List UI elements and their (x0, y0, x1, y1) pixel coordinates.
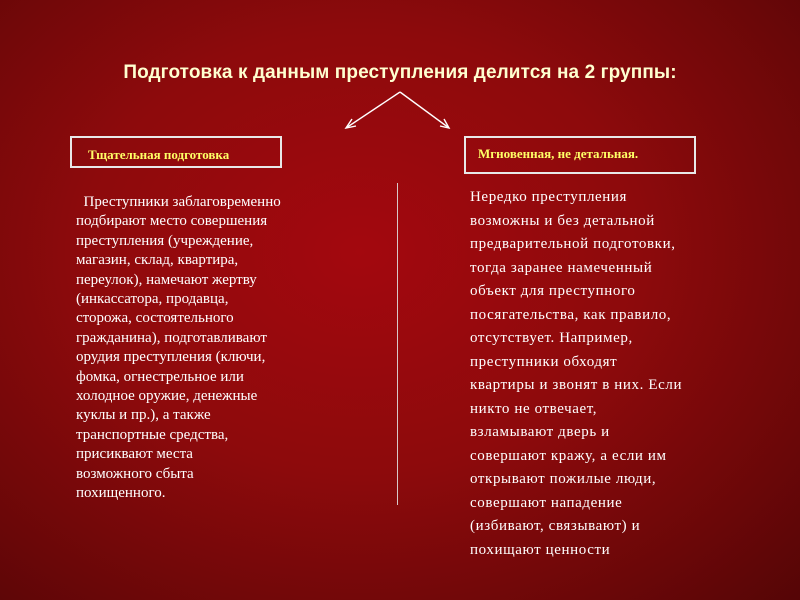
text-line: похищенного. (76, 485, 166, 502)
column-divider (397, 183, 398, 505)
left-column-text (76, 193, 376, 504)
text-line: объект для преступного (470, 283, 636, 299)
text-line: орудия преступления (ключи, (76, 349, 266, 366)
text-line: транспортные средства, (76, 426, 229, 443)
arrow-left (346, 92, 400, 128)
text-line: возможны и без детальной (470, 212, 655, 229)
text-line: взламывают дверь и (470, 424, 610, 440)
text-line: никто не отвечает, (470, 400, 598, 417)
text-line: открывают пожилые люди, (470, 471, 657, 487)
text-line: преступления (учреждение, (76, 232, 254, 249)
text-line: совершают нападение (470, 494, 623, 511)
text-line: сторожа, состоятельного (76, 310, 234, 327)
text-line: тогда заранее намеченный (470, 259, 653, 276)
text-line: (инкассатора, продавца, (76, 291, 229, 308)
text-line: магазин, склад, квартира, (76, 252, 239, 269)
text-line: Нередко преступления (470, 189, 628, 205)
right-column-text (470, 186, 750, 562)
left-heading-box: Тщательная подготовка (70, 136, 282, 168)
text-line: подбирают место совершения (76, 213, 268, 230)
text-line: возможного сбыта (76, 465, 194, 482)
text-line: посягательства, как правило, (470, 306, 672, 323)
text-line: гражданина), подготавливают (76, 329, 267, 346)
slide-title: Подготовка к данным преступления делится на 2 группы: (123, 62, 677, 83)
text-line: преступники обходят (470, 353, 618, 370)
text-line: холодное оружие, денежные (76, 388, 258, 405)
text-line: куклы и пр.), а также (76, 407, 211, 424)
text-line: переулок), намечают жертву (76, 271, 257, 288)
text-line: (избивают, связывают) и (470, 518, 641, 534)
text-line: совершают кражу, а если им (470, 447, 667, 464)
arrow-right (400, 92, 449, 128)
text-line: фомка, огнестрельное или (76, 368, 244, 385)
text-line: похищают ценности (470, 541, 611, 558)
text-line: предварительной подготовки, (470, 236, 676, 252)
text-line: Преступники заблаговременно (76, 194, 281, 210)
text-line: квартиры и звонят в них. Если (470, 377, 683, 393)
right-heading-box: Мгновенная, не детальная. (464, 136, 696, 174)
text-line: отсутствует. Например, (470, 330, 633, 346)
text-line: присиквают места (76, 446, 193, 463)
